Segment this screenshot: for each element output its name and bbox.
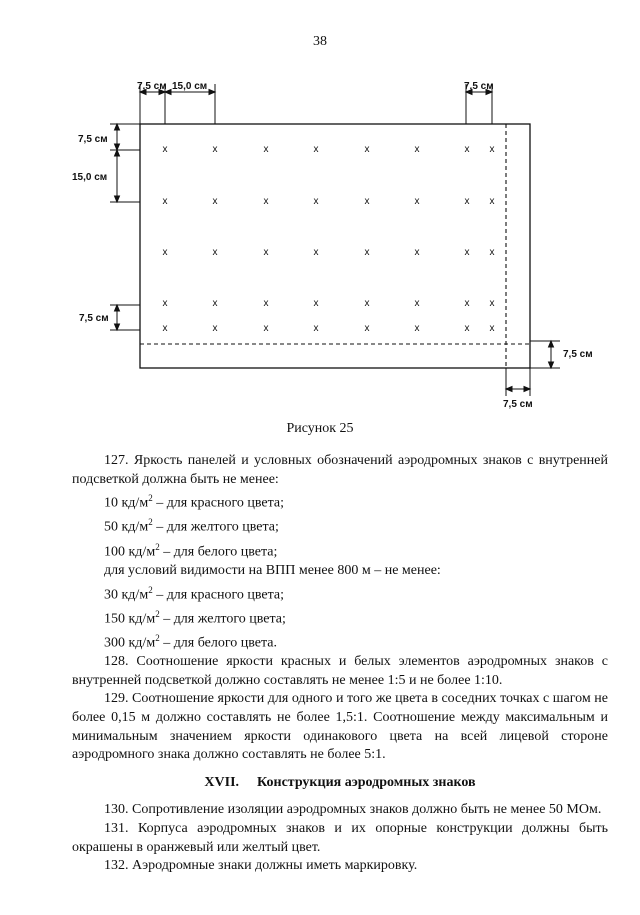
point-mark: x: [414, 323, 420, 334]
list-item: [72, 629, 608, 653]
brightness-value: 10 кд/м: [104, 495, 149, 511]
point-mark: x: [212, 196, 218, 207]
measurement-point-marks: [163, 144, 495, 334]
dim-label-left-top: 7,5 см: [78, 134, 108, 145]
point-mark: x: [464, 323, 470, 334]
point-mark: x: [414, 196, 420, 207]
point-mark: x: [489, 298, 495, 309]
bottom-dimension-group: [506, 368, 530, 396]
list-item: [72, 581, 608, 605]
dim-label-bottom-right: 7,5 см: [503, 399, 533, 410]
color-description: – для желтого цвета;: [152, 520, 279, 536]
dim-label-top-right: 7,5 см: [464, 81, 494, 92]
brightness-value: 30 кд/м: [104, 587, 149, 603]
list-item: [72, 605, 608, 629]
point-mark: x: [212, 323, 218, 334]
point-mark: x: [464, 247, 470, 258]
color-description: – для белого цвета;: [159, 544, 278, 560]
superscript: 2: [148, 584, 153, 595]
page-number: 38: [313, 34, 327, 49]
superscript: 2: [155, 541, 160, 552]
point-mark: x: [162, 144, 168, 155]
point-mark: x: [414, 247, 420, 258]
point-mark: x: [414, 298, 420, 309]
point-mark: x: [489, 323, 495, 334]
superscript: 2: [155, 633, 160, 644]
paragraph-131: 131. Корпуса аэродромных знаков и их опорные конструкции должны быть окрашены в оранжевый или желтый цвет.: [72, 821, 608, 855]
list-item: [72, 489, 608, 513]
point-mark: x: [364, 144, 370, 155]
point-mark: x: [263, 323, 269, 334]
brightness-list-low-visibility: [72, 581, 608, 654]
color-description: – для белого цвета.: [159, 635, 278, 651]
paragraph-128: 128. Соотношение яркости красных и белых элементов аэродромных знаков с внутренней подсветкой должно составлять не менее 1:5 и не более 1:10.: [72, 654, 608, 688]
superscript: 2: [148, 493, 153, 504]
brightness-value: 150 кд/м: [104, 611, 156, 627]
color-description: – для красного цвета;: [152, 495, 284, 511]
point-mark: x: [263, 196, 269, 207]
point-mark: x: [464, 298, 470, 309]
point-mark: x: [313, 196, 319, 207]
section-title: Конструкция аэродромных знаков: [257, 774, 476, 790]
point-mark: x: [162, 298, 168, 309]
point-mark: x: [162, 247, 168, 258]
figure-caption: Рисунок 25: [286, 421, 354, 436]
point-mark: x: [263, 298, 269, 309]
brightness-list-normal: [72, 489, 608, 562]
point-mark: x: [364, 298, 370, 309]
point-mark: x: [489, 247, 495, 258]
list-item: [72, 538, 608, 562]
point-mark: x: [162, 323, 168, 334]
point-mark: x: [212, 144, 218, 155]
body-text: [72, 452, 608, 876]
paragraph-127: 127. Яркость панелей и условных обозначений аэродромных знаков с внутренней подсветкой должна быть не менее:: [72, 453, 608, 487]
figure-25-diagram: [0, 0, 640, 420]
point-mark: x: [263, 247, 269, 258]
superscript: 2: [148, 517, 153, 528]
brightness-value: 300 кд/м: [104, 635, 156, 651]
point-mark: x: [162, 196, 168, 207]
paragraph-132: 132. Аэродромные знаки должны иметь маркировку.: [104, 858, 418, 874]
right-dimension-group: [530, 341, 560, 368]
dim-label-right-bottom: 7,5 см: [563, 349, 593, 360]
point-mark: x: [364, 323, 370, 334]
point-mark: x: [212, 298, 218, 309]
point-mark: x: [464, 144, 470, 155]
left-dimension-group: [110, 124, 140, 330]
color-description: – для красного цвета;: [152, 587, 284, 603]
brightness-value: 50 кд/м: [104, 520, 149, 536]
dim-label-left-bottom: 7,5 см: [79, 313, 109, 324]
point-mark: x: [313, 298, 319, 309]
color-description: – для желтого цвета;: [159, 611, 286, 627]
dim-label-top-left-1: 7,5 см: [137, 81, 167, 92]
brightness-value: 100 кд/м: [104, 544, 156, 560]
point-mark: x: [313, 144, 319, 155]
point-mark: x: [489, 196, 495, 207]
point-mark: x: [313, 323, 319, 334]
point-mark: x: [414, 144, 420, 155]
point-mark: x: [464, 196, 470, 207]
point-mark: x: [364, 247, 370, 258]
superscript: 2: [155, 608, 160, 619]
list-item: [72, 513, 608, 537]
paragraph-130: 130. Сопротивление изоляции аэродромных знаков должно быть не менее 50 МОм.: [104, 802, 602, 818]
section-heading: [72, 774, 608, 793]
visibility-condition: для условий видимости на ВПП менее 800 м – не менее:: [104, 562, 441, 578]
dim-label-top-left-2: 15,0 см: [172, 81, 208, 92]
sign-panel-outline: [140, 124, 530, 368]
point-mark: x: [313, 247, 319, 258]
point-mark: x: [212, 247, 218, 258]
dim-label-left-mid: 15,0 см: [72, 172, 108, 183]
point-mark: x: [364, 196, 370, 207]
section-number: XVII.: [204, 774, 240, 790]
point-mark: x: [489, 144, 495, 155]
point-mark: x: [263, 144, 269, 155]
paragraph-129: 129. Соотношение яркости для одного и того же цвета в соседних точках с шагом не более 0,15 м должно составлять не более 1,5:1. Соотношение между максимальным и минимальным значением яркости одинакового цвета на всей лицевой стороне аэродромного знака должно составлять не более 5:1.: [72, 691, 608, 763]
